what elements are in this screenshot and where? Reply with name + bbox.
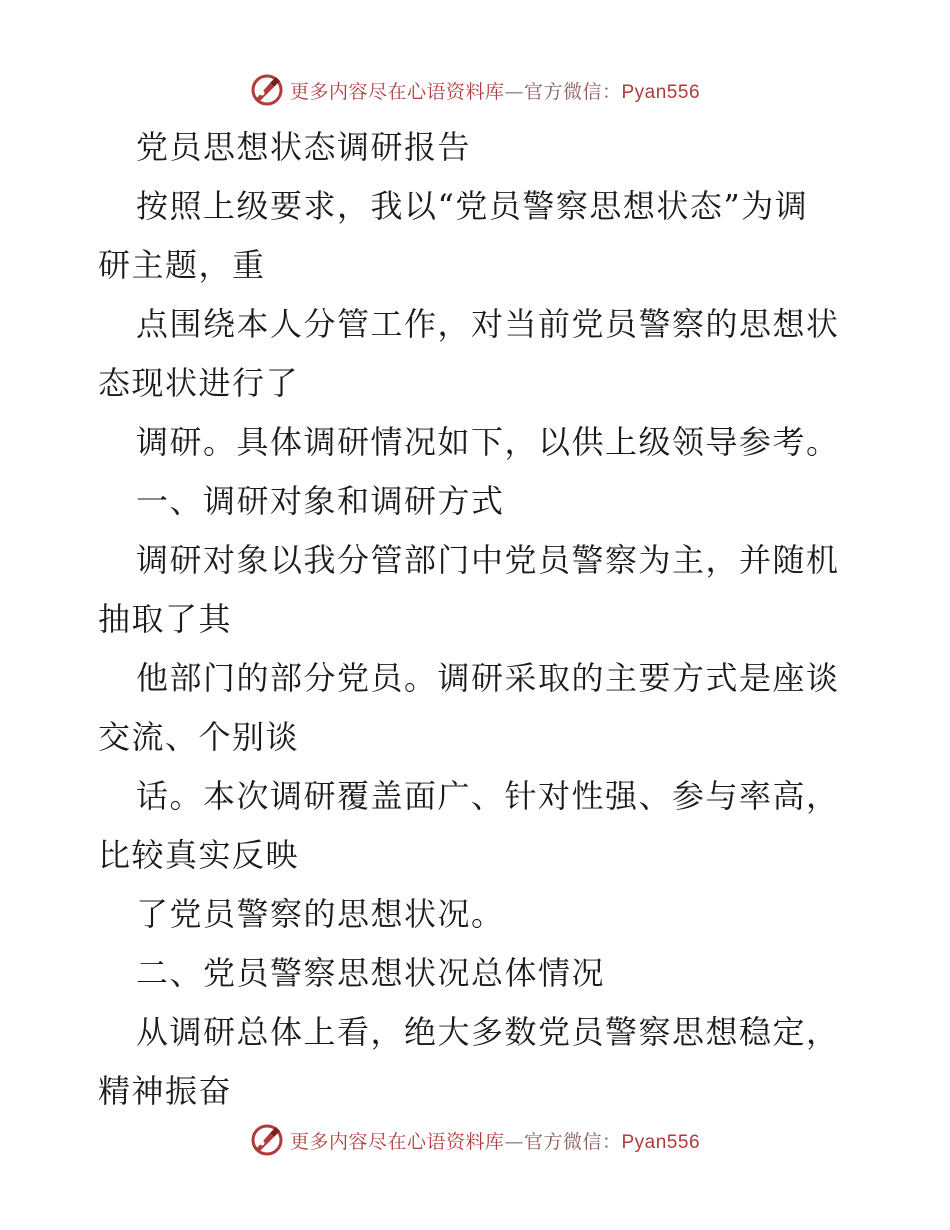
banner-main-text: 更多内容尽在心语资料库 [289, 80, 505, 103]
doc-line: 抽取了其 [98, 600, 233, 638]
doc-line: 调研。具体调研情况如下，以供上级领导参考。 [136, 423, 840, 461]
banner-wechat-id: Pyan556 [621, 1131, 701, 1153]
doc-line: 他部门的部分党员。调研采取的主要方式是座谈 [136, 659, 840, 697]
header-banner [0, 70, 950, 110]
doc-line: 态现状进行了 [98, 364, 300, 402]
doc-line: 交流、个别谈 [98, 718, 300, 756]
banner-wechat-label: 官方微信： [523, 80, 622, 103]
doc-line: 从调研总体上看，绝大多数党员警察思想稳定， [136, 1013, 840, 1051]
doc-title: 党员思想状态调研报告 [136, 128, 472, 166]
banner-main-text: 更多内容尽在心语资料库 [289, 1130, 505, 1153]
banner-separator: — [504, 80, 524, 103]
banner-separator: — [504, 1130, 524, 1153]
banner-wechat-label: 官方微信： [523, 1130, 622, 1153]
doc-line: 研主题，重 [98, 246, 266, 284]
doc-line: 精神振奋 [98, 1072, 233, 1110]
doc-line: 调研对象以我分管部门中党员警察为主，并随机 [136, 541, 840, 579]
document-body [98, 118, 858, 1121]
banner-wechat-id: Pyan556 [621, 81, 701, 103]
section-heading: 一、调研对象和调研方式 [136, 482, 505, 520]
doc-line: 比较真实反映 [98, 836, 300, 874]
doc-line: 按照上级要求，我以“党员警察思想状态”为调 [136, 187, 809, 225]
doc-line: 了党员警察的思想状况。 [136, 895, 505, 933]
pen-logo-icon [250, 73, 284, 107]
pen-logo-icon [250, 1123, 284, 1157]
footer-banner [0, 1120, 950, 1160]
doc-line: 话。本次调研覆盖面广、针对性强、参与率高， [136, 777, 840, 815]
section-heading: 二、党员警察思想状况总体情况 [136, 954, 606, 992]
doc-line: 点围绕本人分管工作，对当前党员警察的思想状 [136, 305, 840, 343]
